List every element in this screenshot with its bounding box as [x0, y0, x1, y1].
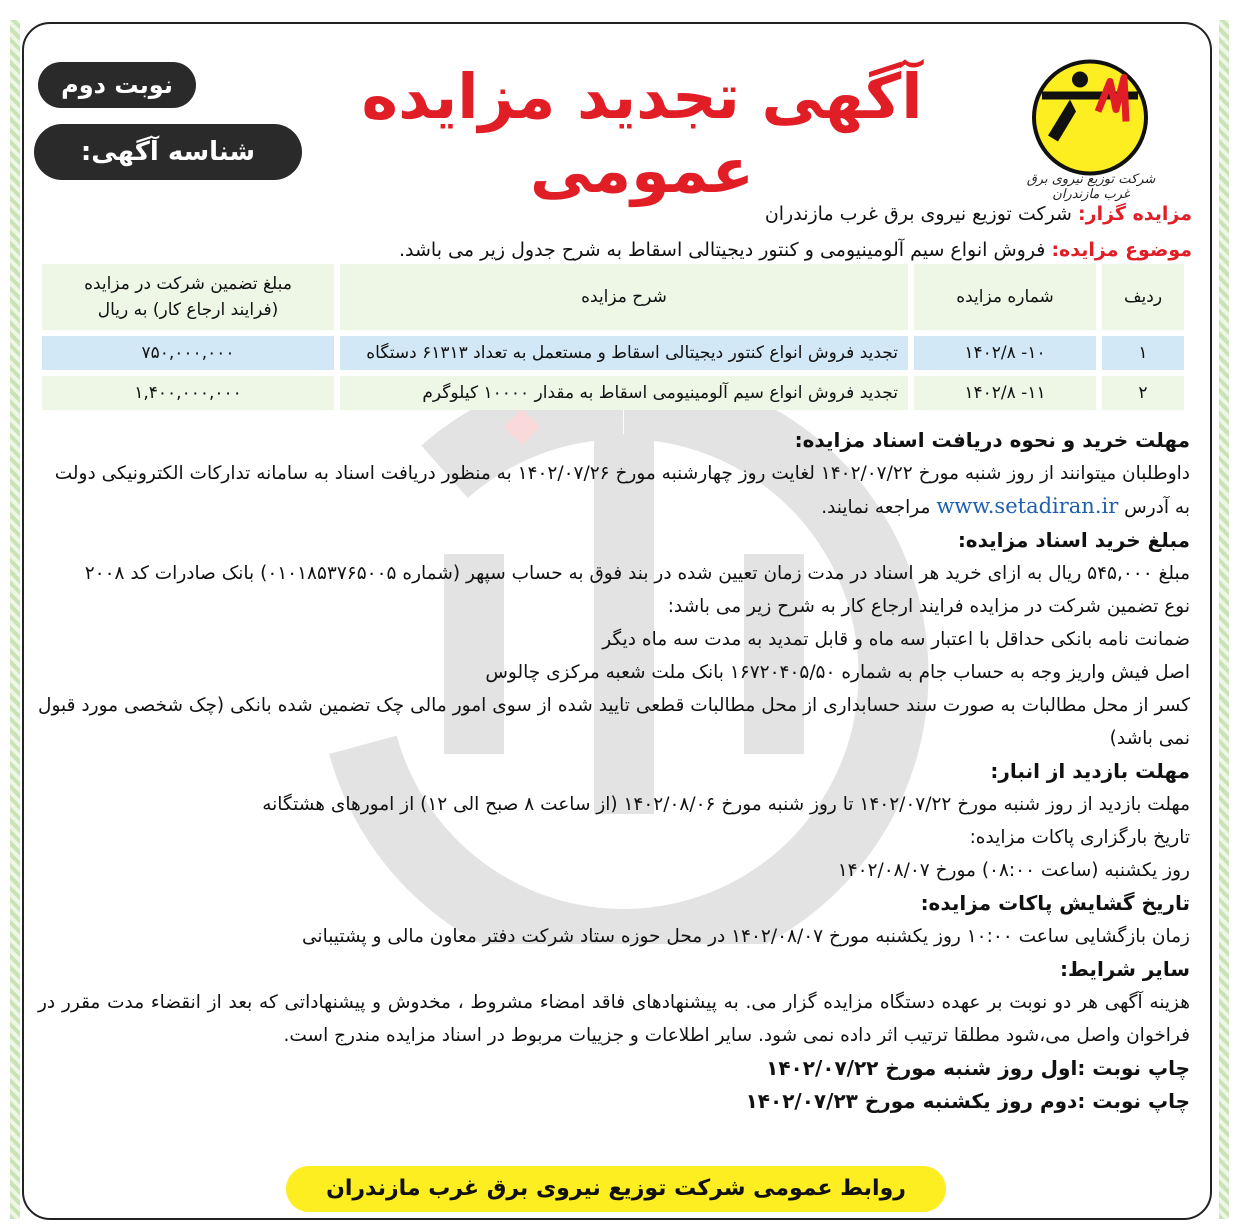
logo-caption: شرکت توزیع نیروی برق غرب مازندران: [1026, 172, 1156, 202]
address-prefix: به آدرس: [1124, 497, 1190, 518]
cell-number: ۱۱- ۱۴۰۲/۸: [914, 376, 1096, 410]
section-heading-other-terms: سایر شرایط:: [1060, 957, 1190, 981]
purchase-deadline-text: داوطلبان میتوانند از روز شنبه مورخ ۱۴۰۲/۰۷/۲۲ لغایت روز چهارشنبه مورخ ۱۴۰۲/۰۷/۲۶ به منظور دریافت اسناد به سامانه تدارکات الکترونیکی دولت: [54, 463, 1190, 484]
ad-frame: [22, 22, 1212, 1220]
section-heading-opening-date: تاریخ گشایش پاکات مزایده:: [920, 891, 1190, 915]
round-badge: نوبت دوم: [38, 62, 196, 108]
col-amount-header-line1: مبلغ تضمین شرکت در مزایده: [84, 274, 292, 294]
col-amount-header-line2: (فرایند ارجاع کار) به ریال: [97, 300, 279, 320]
col-row-header: ردیف: [1102, 264, 1184, 330]
address-line: [38, 490, 1190, 524]
col-number-header: شماره مزایده: [914, 264, 1096, 330]
opening-date-text: زمان بازگشایی ساعت ۱۰:۰۰ روز یکشنبه مورخ ۱۴۰۲/۰۸/۰۷ در محل حوزه ستاد شرکت دفتر معاون مالی و پشتیبانی: [302, 926, 1190, 947]
warehouse-visit-text: مهلت بازدید از روز شنبه مورخ ۱۴۰۲/۰۷/۲۲ تا روز شنبه مورخ ۱۴۰۲/۰۸/۰۶ (از ساعت ۸ صبح الی ۱۲) از امورهای هشتگانه: [262, 794, 1190, 815]
table-header-row: [42, 264, 1184, 330]
subject-label: موضوع مزایده:: [1051, 239, 1192, 261]
upload-date-label: تاریخ بارگزاری پاکات مزایده:: [969, 827, 1190, 848]
ad-id-label: شناسه آگهی:: [80, 137, 256, 167]
ad-id-badge: [34, 124, 302, 223]
guarantee-option-1: ضمانت نامه بانکی حداقل با اعتبار سه ماه و قابل تمدید به مدت سه ماه دیگر: [602, 629, 1190, 650]
print-round-1: چاپ نوبت :اول روز شنبه مورخ ۱۴۰۲/۰۷/۲۲: [766, 1056, 1190, 1080]
cell-amount: ۷۵۰,۰۰۰,۰۰۰: [42, 336, 334, 370]
section-heading-warehouse-visit: مهلت بازدید از انبار:: [990, 759, 1190, 783]
cell-number: ۱۰- ۱۴۰۲/۸: [914, 336, 1096, 370]
ad-body: [38, 424, 1190, 1118]
section-heading-purchase-deadline: مهلت خرید و نحوه دریافت اسناد مزایده:: [794, 428, 1190, 452]
cell-row: ۲: [1102, 376, 1184, 410]
guarantee-option-3: کسر از محل مطالبات به صورت سند حسابداری از محل مطالبات قطعی تایید شده از سوی امور مالی چک تضمین شده بانکی (چک شخصی مورد قبول نمی باشد): [38, 695, 1190, 749]
upload-date-value: روز یکشنبه (ساعت ۰۸:۰۰) مورخ ۱۴۰۲/۰۸/۰۷: [837, 860, 1190, 881]
page-title: آگهی تجدید مزایده عمومی: [361, 60, 923, 208]
table-row: [42, 336, 1184, 370]
col-amount-header: [42, 264, 334, 330]
cell-desc: تجدید فروش انواع کنتور دیجیتالی اسقاط و مستعمل به تعداد ۶۱۳۱۳ دستگاه: [340, 336, 908, 370]
decorative-stripe-left: [10, 20, 20, 1219]
table-row: [42, 376, 1184, 410]
organizer-label: مزایده گزار:: [1078, 203, 1192, 225]
footer-banner: روابط عمومی شرکت توزیع نیروی برق غرب مازندران: [286, 1166, 946, 1212]
other-terms-text: هزینه آگهی هر دو نوبت بر عهده دستگاه مزایده گزار می. به پیشنهادهای فاقد امضاء مشروط ، مخدوش و پیشنهاداتی که بعد از انقضاء مدت مقرر در فراخوان واصل می،شود مطلقا ترتیب اثر داده نمی شود. سایر اطلاعات و جزییات مربوط در اسناد مزایده مندرج است.: [38, 992, 1190, 1046]
guarantee-option-2: اصل فیش واریز وجه به حساب جام به شماره ۱۶۷۲۰۴۰۵/۵۰ بانک ملت شعبه مرکزی چالوس: [485, 662, 1190, 683]
col-desc-header: شرح مزایده: [340, 264, 908, 330]
organizer-line: [42, 196, 1192, 232]
setadiran-link[interactable]: www.setadiran.ir: [936, 494, 1119, 518]
decorative-stripe-right: [1219, 20, 1229, 1219]
subject-value: فروش انواع سیم آلومینیومی و کنتور دیجیتالی اسقاط به شرح جدول زیر می باشد.: [399, 239, 1046, 261]
ad-id-value: ۱۵۸۴۲۵۱: [112, 193, 224, 223]
cell-amount: ۱,۴۰۰,۰۰۰,۰۰۰: [42, 376, 334, 410]
address-suffix: مراجعه نمایند.: [821, 497, 931, 518]
print-round-2: چاپ نوبت :دوم روز یکشنبه مورخ ۱۴۰۲/۰۷/۲۳: [745, 1089, 1190, 1113]
guarantee-type-text: نوع تضمین شرکت در مزایده فرایند ارجاع کار به شرح زیر می باشد:: [667, 596, 1190, 617]
cell-row: ۱: [1102, 336, 1184, 370]
document-price-text: مبلغ ۵۴۵,۰۰۰ ریال به ازای خرید هر اسناد در مدت زمان تعیین شده در بند فوق به حساب سپهر (شماره ۰۱۰۱۸۵۳۷۶۵۰۰۵) بانک صادرات کد ۲۰۰۸: [84, 563, 1190, 584]
cell-desc: تجدید فروش انواع سیم آلومینیومی اسقاط به مقدار ۱۰۰۰۰ کیلوگرم: [340, 376, 908, 410]
auction-table: [36, 258, 1190, 416]
section-heading-document-price: مبلغ خرید اسناد مزایده:: [957, 528, 1190, 552]
organizer-value: شرکت توزیع نیروی برق غرب مازندران: [764, 203, 1072, 225]
